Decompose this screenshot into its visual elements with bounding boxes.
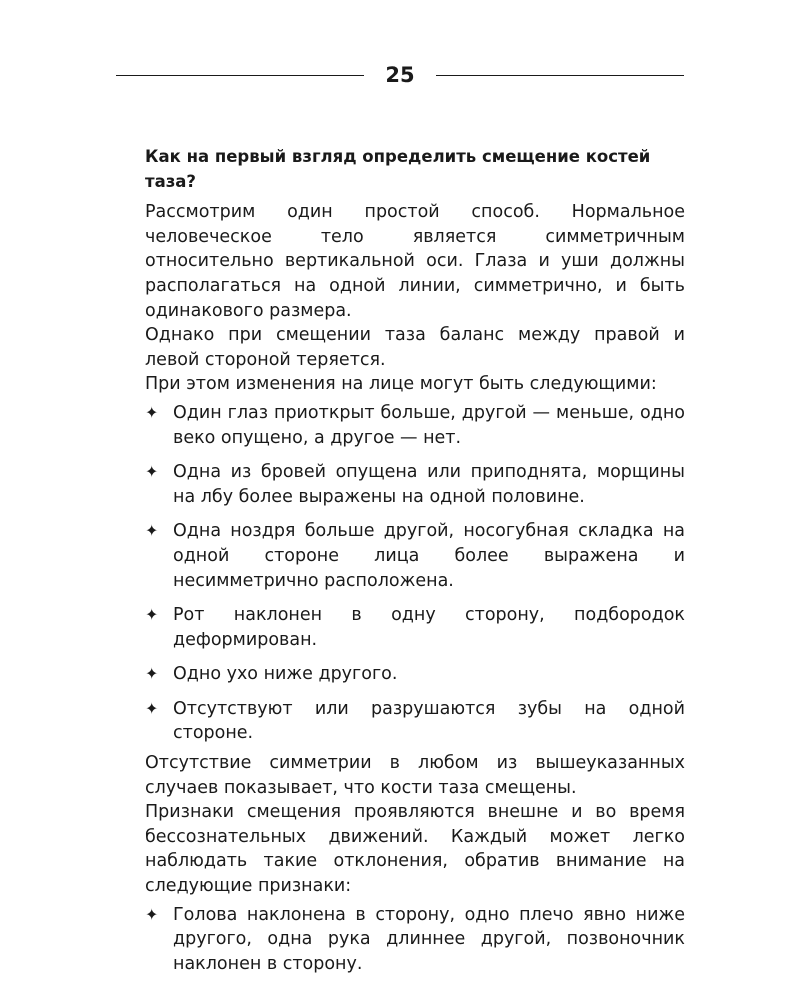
page-header bbox=[116, 60, 684, 90]
page-content bbox=[145, 145, 685, 981]
paragraph-middle-1: Отсутствие симметрии в любом из вышеуказанных случаев показывает, что кости таза смещены. bbox=[145, 753, 685, 798]
list-item bbox=[145, 662, 685, 687]
list-item bbox=[145, 697, 685, 746]
list-item bbox=[145, 460, 685, 509]
paragraph-intro-3: При этом изменения на лице могут быть следующими: bbox=[145, 374, 657, 395]
star-bullet-icon: ✦ bbox=[145, 698, 159, 718]
star-bullet-icon: ✦ bbox=[145, 904, 159, 924]
section-heading: Как на первый взгляд определить смещение костей таза? bbox=[145, 147, 651, 191]
list-item-text: Голова наклонена в сторону, одно плечо явно ниже другого, одна рука длиннее другой, позвоночник наклонен в сторону. bbox=[173, 904, 685, 974]
star-bullet-icon: ✦ bbox=[145, 521, 159, 541]
list-item-text: Одна ноздря больше другой, носогубная складка на одной стороне лица более выражена и несимметрично расположена. bbox=[173, 521, 685, 591]
body-signs-list bbox=[145, 903, 685, 977]
list-item-text: Рот наклонен в одну сторону, подбородок деформирован. bbox=[173, 605, 685, 650]
page-number: 25 bbox=[385, 63, 415, 87]
list-item-text: Одна из бровей опущена или приподнята, морщины на лбу более выражены на одной половине. bbox=[173, 462, 685, 507]
header-rule-right bbox=[436, 75, 684, 76]
star-bullet-icon: ✦ bbox=[145, 402, 159, 422]
list-item-text: Одно ухо ниже другого. bbox=[173, 664, 398, 685]
star-bullet-icon: ✦ bbox=[145, 462, 159, 482]
list-item bbox=[145, 401, 685, 450]
list-item-text: Отсутствуют или разрушаются зубы на одной стороне. bbox=[173, 698, 685, 744]
paragraph-intro-2: Однако при смещении таза баланс между правой и левой стороной теряется. bbox=[145, 325, 685, 370]
star-bullet-icon: ✦ bbox=[145, 605, 159, 625]
list-item bbox=[145, 519, 685, 593]
paragraph-middle-2: Признаки смещения проявляются внешне и во время бессознательных движений. Каждый может легко наблюдать такие отклонения, обратив внимание на следующие признаки: bbox=[145, 802, 685, 897]
paragraph-intro-1: Рассмотрим один простой способ. Нормальное человеческое тело является симметричным относительно вертикальной оси. Глаза и уши должны располагаться на одной линии, симметрично, и быть одинакового размера. bbox=[145, 202, 685, 321]
header-rule-left bbox=[116, 75, 364, 76]
star-bullet-icon: ✦ bbox=[145, 664, 159, 684]
face-signs-list bbox=[145, 401, 685, 746]
list-item-text: Один глаз приоткрыт больше, другой — меньше, одно веко опущено, а другое — нет. bbox=[173, 402, 685, 448]
list-item bbox=[145, 903, 685, 977]
list-item bbox=[145, 603, 685, 652]
